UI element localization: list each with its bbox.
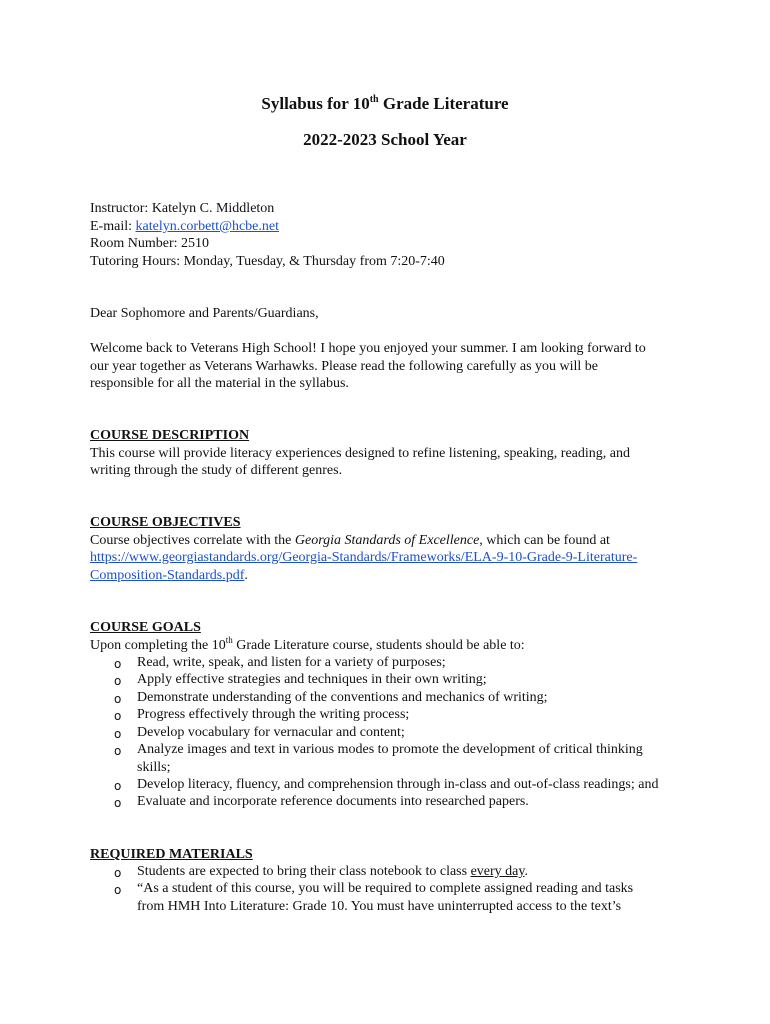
goal-item-continued: skills; [137, 760, 171, 775]
instructor-line: Instructor: Katelyn C. Middleton [90, 201, 275, 216]
tutoring-line: Tutoring Hours: Monday, Tuesday, & Thursday from 7:20-7:40 [90, 254, 445, 269]
goal-item: Develop literacy, fluency, and comprehension through in-class and out-of-class readings; and [137, 777, 659, 792]
email-link[interactable]: katelyn.corbett@hcbe.net [135, 219, 279, 234]
goal-item: Evaluate and incorporate reference documents into researched papers. [137, 794, 529, 809]
standards-link-continued[interactable]: Composition-Standards.pdf [90, 568, 245, 583]
bullet-icon: o [114, 727, 122, 741]
required-materials-heading: REQUIRED MATERIALS [90, 847, 253, 862]
course-description-heading: COURSE DESCRIPTION [90, 428, 250, 443]
welcome-paragraph-line: responsible for all the material in the syllabus. [90, 376, 349, 391]
goal-item: Demonstrate understanding of the conventions and mechanics of writing; [137, 690, 548, 705]
goal-item: Develop vocabulary for vernacular and content; [137, 725, 405, 740]
bullet-icon: o [114, 674, 122, 688]
bullet-icon: o [114, 657, 122, 671]
bullet-icon: o [114, 779, 122, 793]
standards-link-line: Composition-Standards.pdf. [90, 568, 248, 583]
welcome-paragraph-line: Welcome back to Veterans High School! I hope you enjoyed your summer. I am looking forward to [90, 341, 646, 356]
course-description-line: writing through the study of different genres. [90, 463, 343, 478]
bullet-icon: o [114, 692, 122, 706]
goal-item: Progress effectively through the writing process; [137, 707, 410, 722]
room-line: Room Number: 2510 [90, 236, 209, 251]
bullet-icon: o [114, 883, 122, 897]
materials-item: Students are expected to bring their class notebook to class every day. [137, 864, 528, 879]
course-description-line: This course will provide literacy experiences designed to refine listening, speaking, reading, and [90, 446, 630, 461]
welcome-paragraph-line: our year together as Veterans Warhawks. Please read the following carefully as you will be [90, 359, 599, 374]
course-objectives-heading: COURSE OBJECTIVES [90, 515, 241, 530]
materials-item: “As a student of this course, you will be required to complete assigned reading and tasks [137, 881, 634, 896]
greeting: Dear Sophomore and Parents/Guardians, [90, 306, 319, 321]
goal-item: Analyze images and text in various modes to promote the development of critical thinking [137, 742, 643, 757]
bullet-icon: o [114, 796, 122, 810]
goal-item: Apply effective strategies and techniques in their own writing; [137, 672, 487, 687]
bullet-icon: o [114, 744, 122, 758]
course-goals-heading: COURSE GOALS [90, 620, 201, 635]
standards-link[interactable]: https://www.georgiastandards.org/Georgia-Standards/Frameworks/ELA-9-10-Grade-9-Literature- [90, 550, 638, 565]
bullet-icon: o [114, 866, 122, 880]
document-title: Syllabus for 10th Grade Literature [261, 94, 509, 113]
materials-item-continued: from HMH Into Literature: Grade 10. You must have uninterrupted access to the text’s [137, 899, 622, 914]
course-goals-intro: Upon completing the 10th Grade Literature course, students should be able to: [90, 635, 525, 653]
course-objectives-text: Course objectives correlate with the Georgia Standards of Excellence, which can be found at [90, 533, 610, 548]
goal-item: Read, write, speak, and listen for a variety of purposes; [137, 655, 446, 670]
standards-link-line [90, 549, 637, 567]
email-line: E-mail: katelyn.corbett@hcbe.net [90, 219, 279, 234]
bullet-icon: o [114, 709, 122, 723]
school-year-title: 2022-2023 School Year [303, 130, 467, 149]
